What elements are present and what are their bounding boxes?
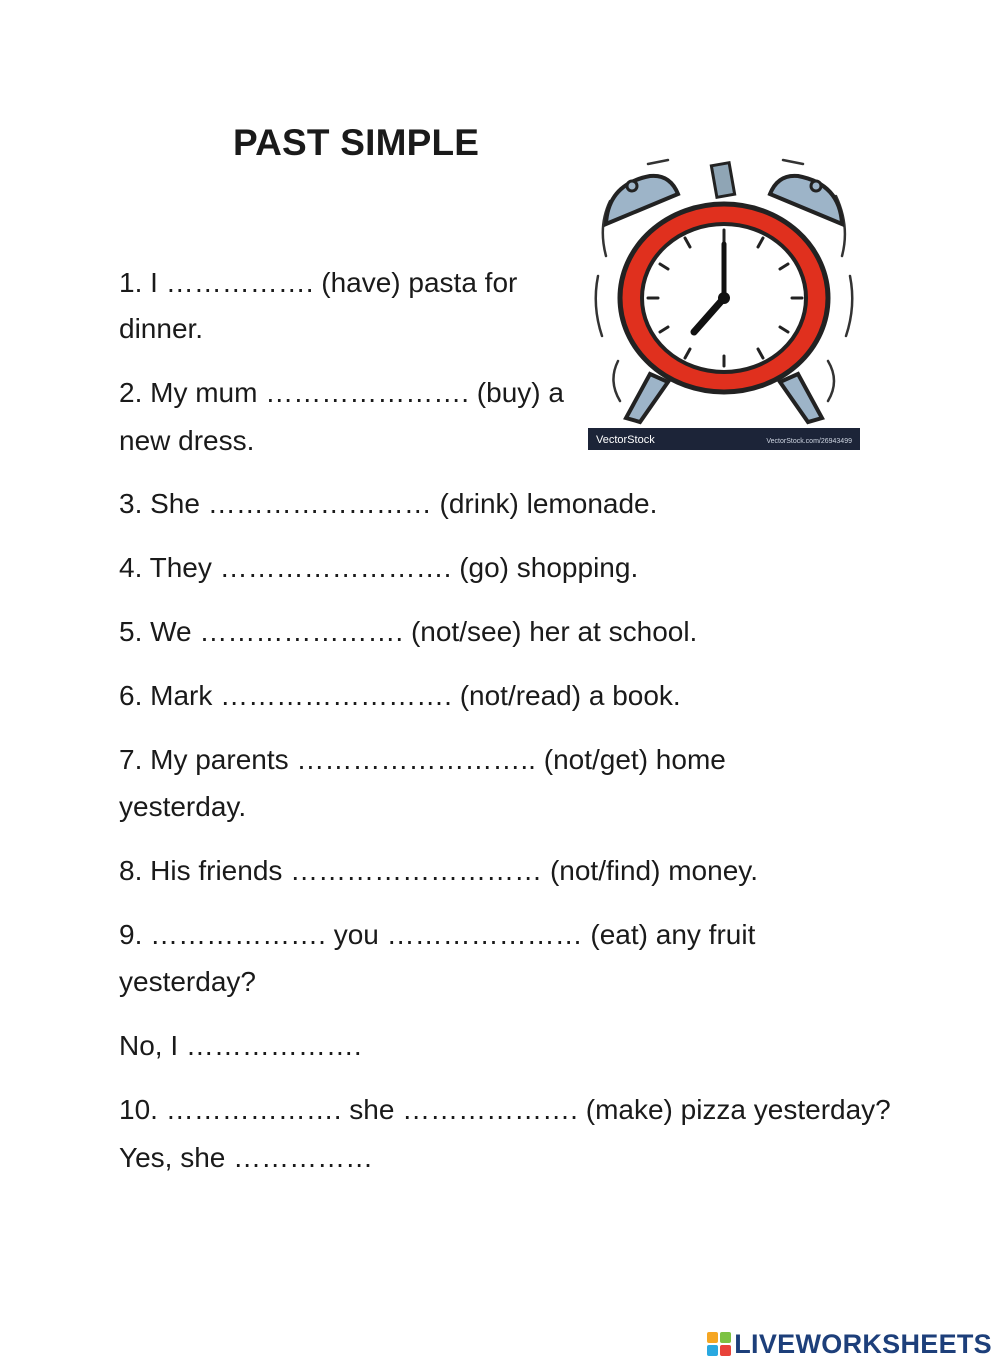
exercise-7-line-2: yesterday. [119, 791, 247, 822]
watermark-url-text: VectorStock.com/26943499 [766, 438, 852, 445]
exercise-7-line-1: 7. My parents …………………….. (not/get) home [119, 744, 726, 775]
exercise-2-line-2: new dress. [119, 425, 255, 456]
alarm-clock-illustration [588, 146, 860, 450]
liveworksheets-logo-icon [707, 1332, 731, 1356]
exercise-4: 4. They ……………………. (go) shopping. [119, 552, 639, 583]
watermark-text: VectorStock [596, 434, 655, 446]
exercise-1-line-2: dinner. [119, 313, 204, 344]
liveworksheets-brand: LIVEWORKSHEETS [734, 1328, 992, 1359]
exercise-9-answer: No, I ………………. [119, 1030, 362, 1061]
exercise-10-line-2: Yes, she …………… [119, 1142, 374, 1173]
page-title: PAST SIMPLE [233, 122, 480, 163]
exercise-10-line-1: 10. ………………. she ………………. (make) pizza yesterday? [119, 1094, 891, 1125]
liveworksheets-footer [707, 1329, 992, 1359]
exercise-5: 5. We …………………. (not/see) her at school. [119, 616, 698, 647]
exercise-3: 3. She …………………… (drink) lemonade. [119, 488, 658, 519]
exercise-2-line-1: 2. My mum …………………. (buy) a [119, 377, 564, 408]
exercise-1-line-1: 1. I ……………. (have) pasta for [119, 267, 518, 298]
exercise-9-line-1: 9. ………………. you ………………… (eat) any fruit [119, 919, 756, 950]
exercise-9-line-2: yesterday? [119, 966, 256, 997]
exercise-6: 6. Mark ……………………. (not/read) a book. [119, 680, 681, 711]
exercise-8: 8. His friends ……………………… (not/find) money. [119, 855, 758, 886]
alarm-clock-icon [588, 146, 860, 450]
